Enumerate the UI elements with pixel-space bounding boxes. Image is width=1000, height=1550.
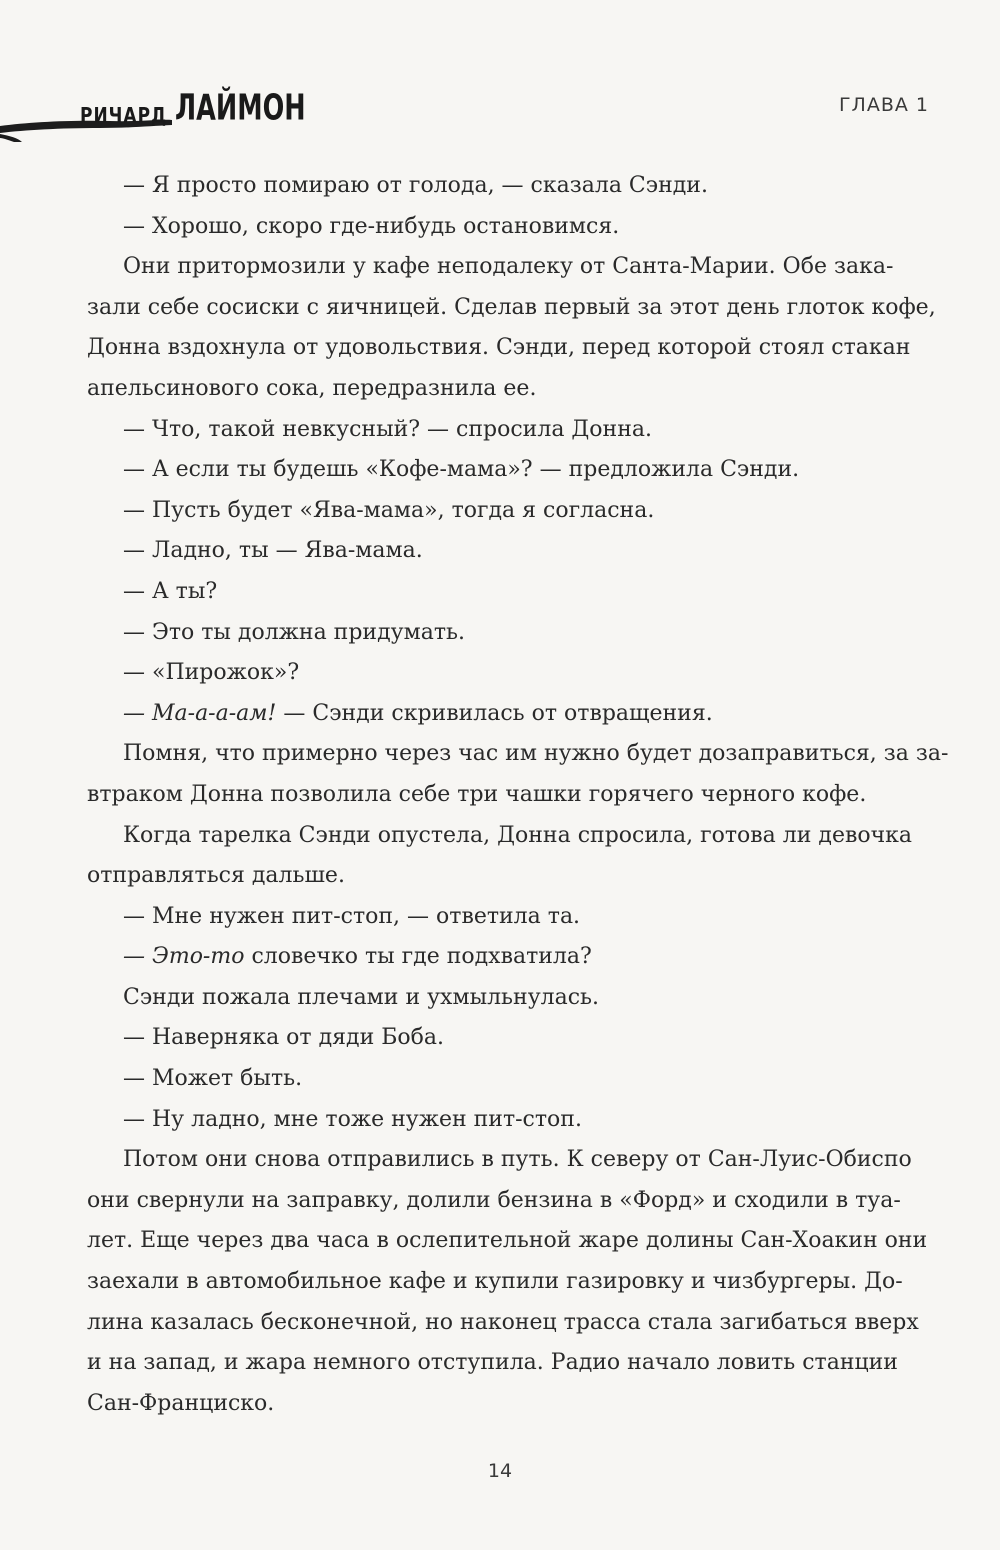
text-line: втраком Донна позволила себе три чашки горячего черного кофе. [87,781,867,807]
text-line: — «Пирожок»? [123,660,300,686]
running-header [0,78,1000,158]
text-line: Помня, что примерно через час им нужно будет дозаправиться, за за- [123,741,949,767]
line-remainder: — Сэнди скривилась от отвращения. [276,700,713,726]
text-line: Когда тарелка Сэнди опустела, Донна спросила, готова ли девочка [123,822,913,848]
text-line: — Ну ладно, мне тоже нужен пит-стоп. [123,1106,582,1132]
italic-word: — Это-то [123,944,245,970]
text-line: — А если ты будешь «Кофе-мама»? — предложила Сэнди. [123,457,800,483]
chapter-label: ГЛАВА 1 [838,94,929,116]
text-line: — Наверняка от дяди Боба. [123,1025,444,1051]
text-line: — Пусть будет «Ява-мама», тогда я согласна. [123,497,655,523]
text-line: и на запад, и жара немного отступила. Радио начало ловить станции [87,1350,898,1376]
book-author [80,87,329,129]
italic-exclamation: — Ма-а-а-ам! [123,700,277,726]
body-text [87,166,949,1424]
text-line: они свернули на заправку, долили бензина в «Форд» и сходили в туа- [87,1187,901,1213]
text-line: Потом они снова отправились в путь. К северу от Сан-Луис-Обиспо [123,1147,912,1173]
text-line: — А ты? [123,578,218,604]
text-line: зали себе сосиски с яичницей. Сделав первый за этот день глоток кофе, [87,294,936,320]
text-line: — Это ты должна придумать. [123,619,465,645]
author-last-name: ЛАЙМОН [175,87,306,129]
text-line: лет. Еще через два часа в ослепительной жаре долины Сан-Хоакин они [87,1228,928,1254]
text-line: заехали в автомобильное кафе и купили газировку и чизбургеры. До- [87,1269,903,1295]
text-line: апельсинового сока, передразнила ее. [87,375,537,401]
text-line: — Ладно, ты — Ява-мама. [123,538,423,564]
text-line: — Может быть. [123,1066,303,1092]
text-line: Они притормозили у кафе неподалеку от Санта-Марии. Обе зака- [123,254,894,280]
page-number: 14 [487,1460,513,1482]
text-line-italic-maam [123,694,931,735]
text-line: Сан-Франциско. [87,1390,275,1416]
text-line: Донна вздохнула от удовольствия. Сэнди, перед которой стоял стакан [87,335,911,361]
text-line: отправляться дальше. [87,863,345,889]
text-line: — Я просто помираю от голода, — сказала Сэнди. [123,173,708,198]
text-line: — Хорошо, скоро где-нибудь остановимся. [123,213,620,239]
line-remainder: словечко ты где подхватила? [244,944,592,970]
author-first-name: РИЧАРД [80,103,168,129]
text-line-italic-eto [123,937,931,978]
text-line: Сэнди пожала плечами и ухмыльнулась. [123,984,600,1010]
text-line: лина казалась бесконечной, но наконец трасса стала загибаться вверх [87,1309,919,1335]
text-line: — Мне нужен пит-стоп, — ответила та. [123,903,581,929]
text-line: — Что, такой невкусный? — спросила Донна. [123,416,652,442]
